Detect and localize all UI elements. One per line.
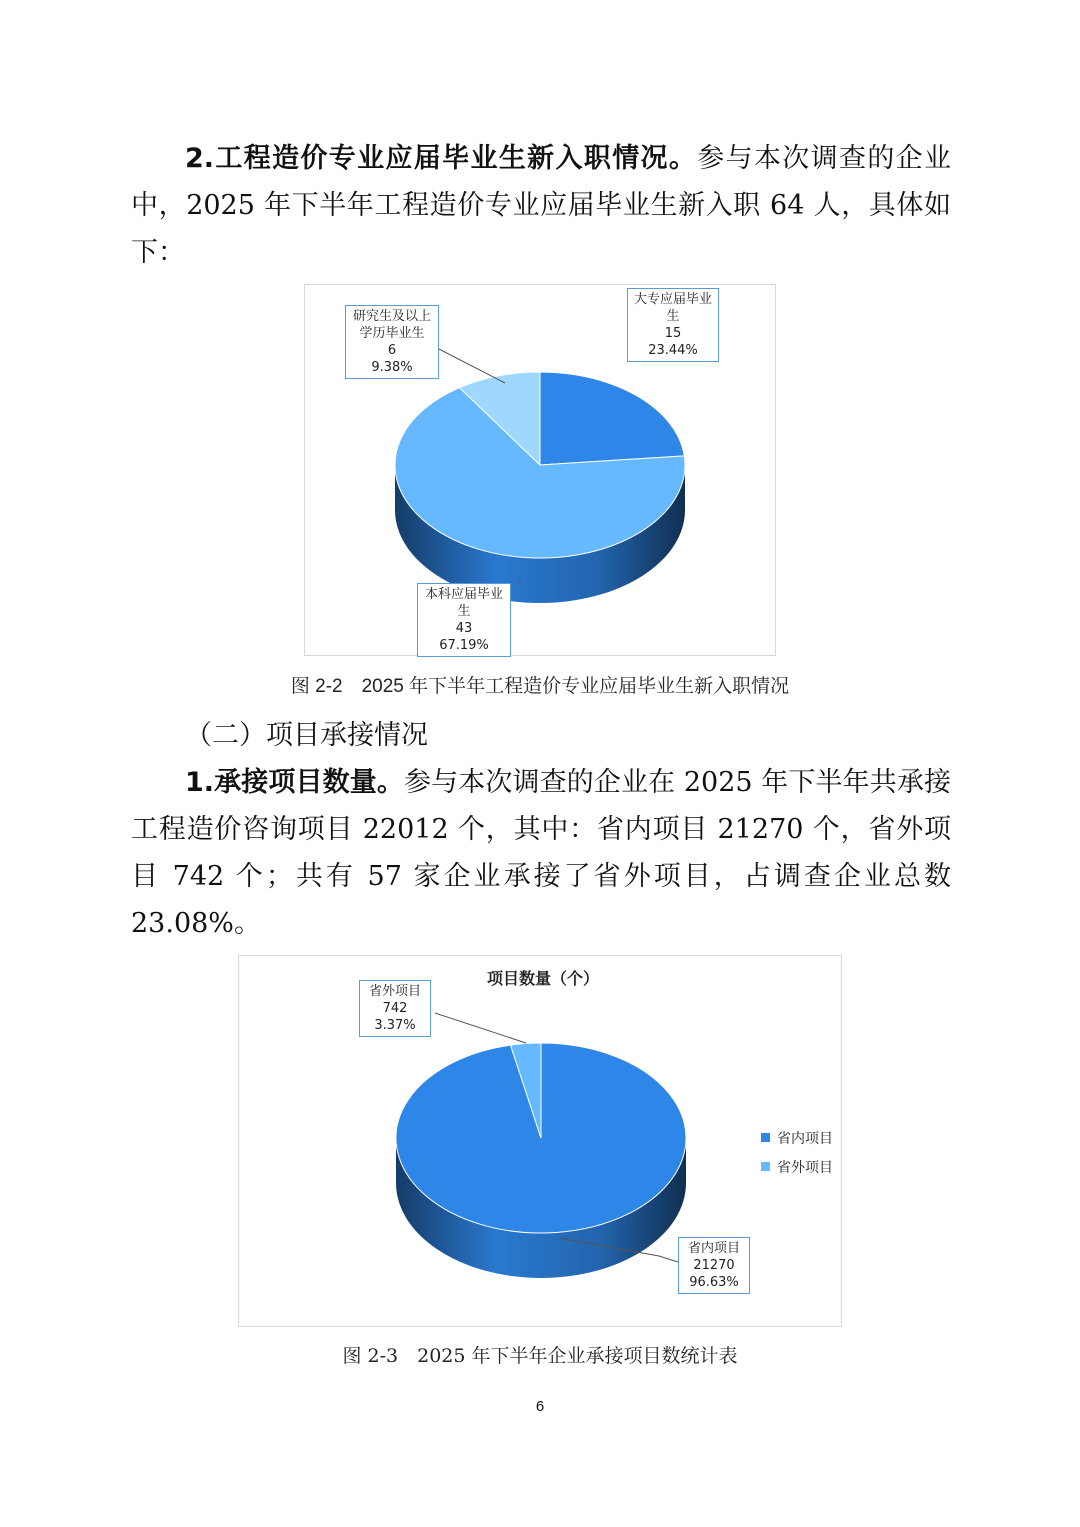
- legend-swatch: [761, 1133, 770, 1142]
- data-label-benke: [417, 583, 511, 657]
- page-number: 6: [535, 1398, 545, 1415]
- label-name: 学历毕业生: [359, 326, 425, 341]
- label-percent: 23.44%: [648, 343, 698, 358]
- paragraph-new-hires: [131, 135, 951, 276]
- pie-chart-project-count: [239, 956, 841, 1326]
- label-percent: 3.37%: [374, 1018, 416, 1033]
- paragraph-lead: 2.工程造价专业应届毕业生新入职情况。: [185, 143, 698, 174]
- figure-caption-2-3: 图 2-3 2025 年下半年企业承接项目数统计表: [342, 1345, 738, 1367]
- label-name: 生: [666, 309, 680, 324]
- label-name: 研究生及以上: [352, 309, 431, 324]
- section-heading-projects: （二）项目承接情况: [185, 720, 428, 751]
- chart-title: 项目数量（个）: [487, 969, 600, 988]
- label-name: 省外项目: [368, 984, 421, 999]
- paragraph-text: 参与本次调查的企业在 2025 年下半年共承接工程造价咨询项目 22012 个，其中：省内项目 21270 个，省外项目 742 个；共有 57 家企业承接了省外项目，占调查企业总数 23.08%。: [131, 767, 951, 939]
- paragraph-text: 参与本次调查的企业中，2025 年下半年工程造价专业应届毕业生新入职 64 人，具体如下：: [131, 143, 952, 268]
- leader-line: [435, 1013, 526, 1043]
- label-percent: 9.38%: [371, 360, 413, 375]
- data-label-shengnei: [678, 1237, 750, 1294]
- label-percent: 67.19%: [439, 638, 489, 653]
- chart-legend: [761, 1123, 833, 1181]
- legend-label: 省内项目: [777, 1130, 833, 1147]
- legend-label: 省外项目: [777, 1159, 833, 1176]
- label-percent: 96.63%: [689, 1275, 739, 1290]
- label-value: 742: [382, 1001, 408, 1016]
- data-label-yanjiusheng: [345, 305, 439, 379]
- chart-new-hires: [304, 284, 776, 656]
- pie-slice-dazhuan: [540, 372, 684, 465]
- figure-caption-2-2: 图 2-2 2025 年下半年工程造价专业应届毕业生新入职情况: [290, 676, 790, 697]
- label-name: 省内项目: [687, 1241, 740, 1256]
- legend-item-shengwai: [761, 1152, 833, 1181]
- data-label-shengwai: [359, 980, 431, 1037]
- label-value: 21270: [693, 1258, 735, 1273]
- label-value: 6: [387, 343, 397, 358]
- label-name: 生: [457, 604, 471, 619]
- leader-line: [435, 347, 505, 383]
- legend-item-shengnei: [761, 1123, 833, 1152]
- label-value: 15: [664, 326, 682, 341]
- legend-swatch: [761, 1162, 770, 1171]
- data-label-dazhuan: [627, 288, 719, 362]
- label-name: 本科应届毕业: [424, 587, 503, 602]
- paragraph-lead: 1.承接项目数量。: [185, 767, 404, 798]
- paragraph-project-count: [131, 759, 951, 947]
- label-value: 43: [455, 621, 473, 636]
- label-name: 大专应届毕业: [633, 292, 712, 307]
- chart-project-count: [238, 955, 842, 1327]
